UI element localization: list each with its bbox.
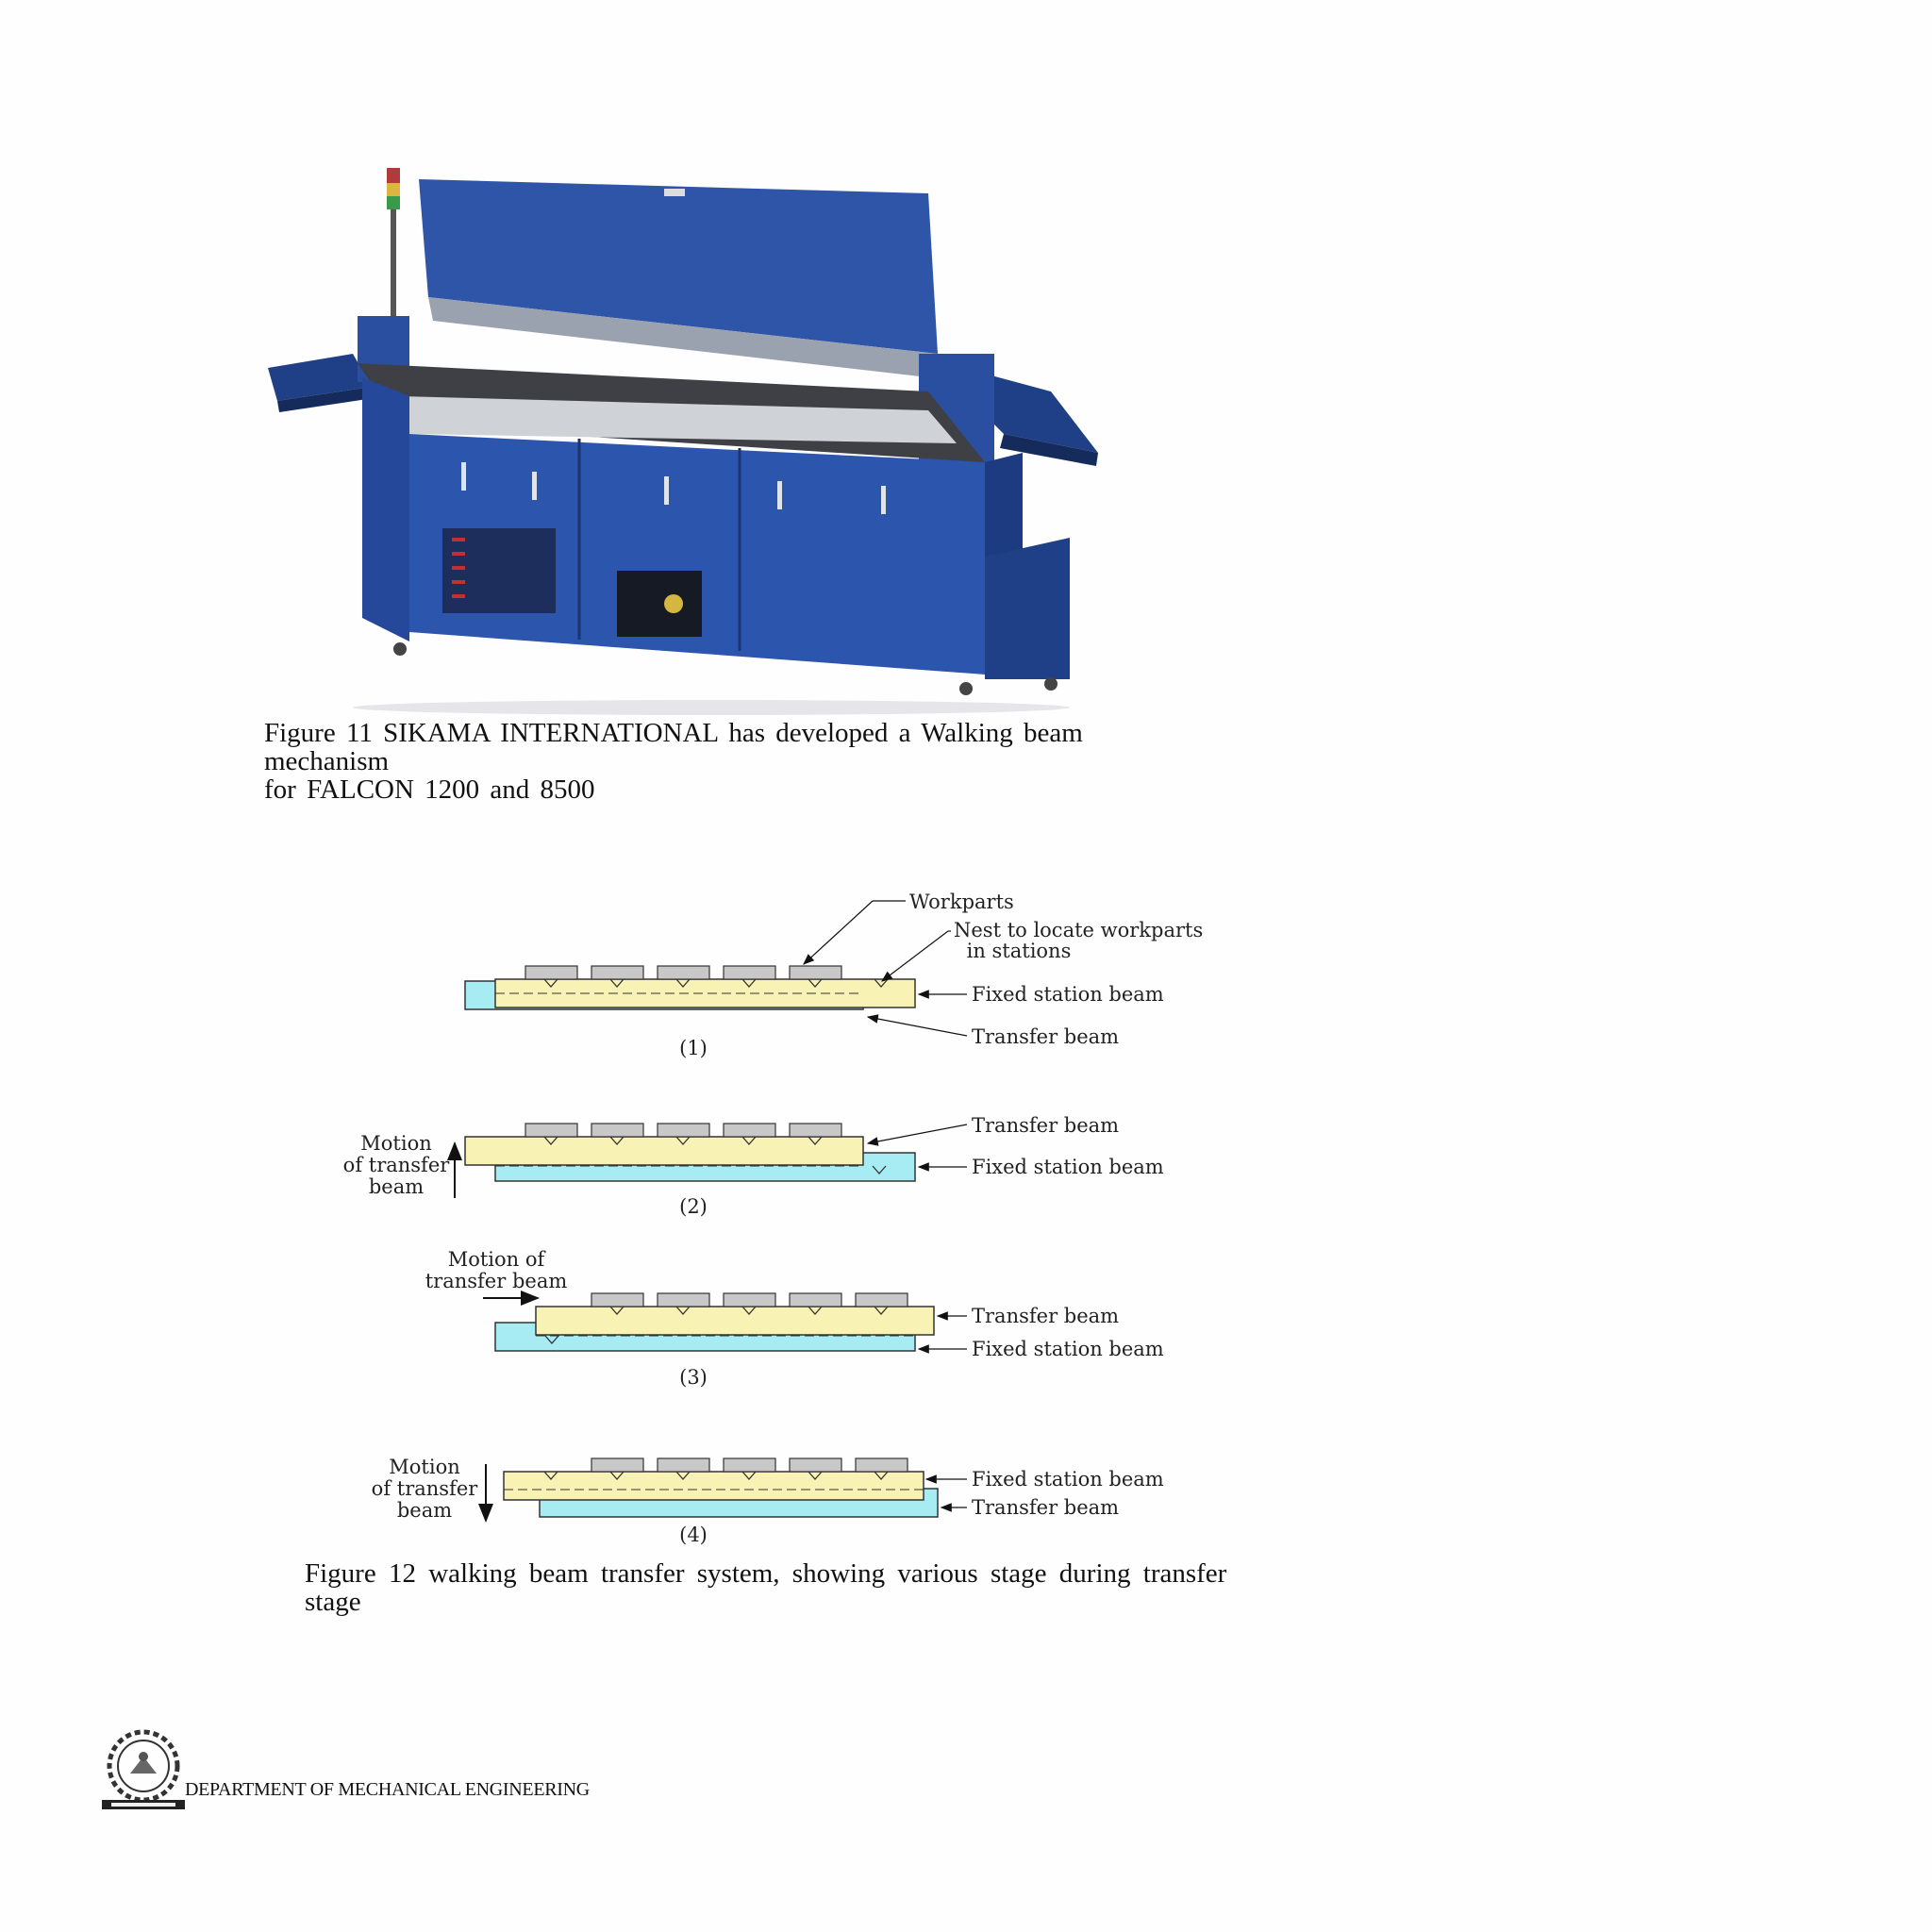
stage3-number: (3) [679,1366,708,1389]
stage4-transfer-label: Transfer beam [972,1496,1120,1519]
stage2-motion-line2: of transfer [342,1154,450,1176]
figure-11-caption-line1: Figure 11 SIKAMA INTERNATIONAL has developed a Walking beam mechanism [264,718,1083,776]
workparts-label: Workparts [909,891,1014,913]
nest-label-line2: in stations [966,940,1072,962]
figure-12-caption: Figure 12 walking beam transfer system, showing various stage during transfer stage [305,1558,1227,1617]
stage-2 [343,1114,1164,1218]
stage2-motion-line1: Motion [360,1132,432,1155]
stage3-motion-line1: Motion of [447,1248,545,1271]
stage3-fixed-label: Fixed station beam [972,1338,1164,1360]
stage1-fixed-label: Fixed station beam [972,983,1164,1006]
department-name: DEPARTMENT OF MECHANICAL ENGINEERING [185,1779,590,1800]
stage3-transfer-label: Transfer beam [972,1305,1120,1327]
stage1-number: (1) [679,1037,708,1059]
stage-3 [425,1248,1164,1389]
stage3-motion-line2: transfer beam [425,1270,568,1292]
stage4-motion-line1: Motion [389,1456,460,1478]
stage4-number: (4) [679,1524,708,1546]
machine-photo [268,151,1117,717]
stage1-transfer-label: Transfer beam [972,1025,1120,1048]
stage4-motion-line3: beam [396,1499,453,1522]
stage-4 [372,1456,1164,1546]
stage2-transfer-label: Transfer beam [972,1114,1120,1137]
stage-1 [465,891,1203,1059]
figure-11-caption [264,719,1208,804]
stage4-fixed-label: Fixed station beam [972,1468,1164,1491]
footer [102,1728,762,1813]
stage4-motion-line2: of transfer [371,1477,478,1500]
nest-label-line1: Nest to locate workparts [954,919,1204,941]
figure-11-caption-line2: for FALCON 1200 and 8500 [264,774,595,805]
stage2-motion-line3: beam [368,1175,425,1198]
stage2-number: (2) [679,1195,708,1218]
stage2-fixed-label: Fixed station beam [972,1156,1164,1178]
walking-beam-diagram [321,877,1245,1547]
college-emblem-icon [102,1728,185,1813]
